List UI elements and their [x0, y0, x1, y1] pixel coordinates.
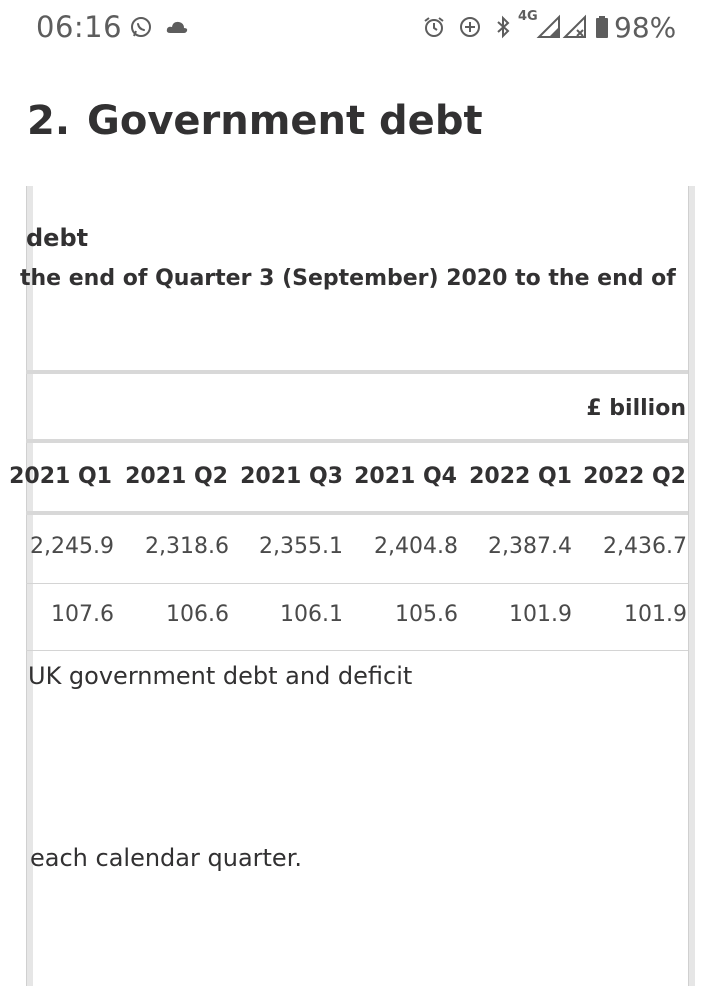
table-top-rule — [26, 370, 694, 374]
column-header: 2021 Q1 — [9, 464, 112, 489]
section-number: 2. — [27, 98, 71, 144]
table-body-rule — [26, 511, 694, 515]
signal-no-service-icon — [562, 14, 588, 40]
table-source: UK government debt and deficit — [28, 662, 413, 690]
table-cell: 2,318.6 — [145, 534, 229, 559]
table-cell: 2,355.1 — [259, 534, 343, 559]
table-caption-title-text: debt — [26, 224, 89, 252]
table-cell: 101.9 — [624, 602, 687, 627]
column-header: 2021 Q2 — [125, 464, 228, 489]
table-cell: 2,387.4 — [488, 534, 572, 559]
table-header-rule — [26, 439, 694, 443]
table-cell: 2,245.9 — [30, 534, 114, 559]
column-header: 2021 Q4 — [354, 464, 457, 489]
table-cell: 106.6 — [166, 602, 229, 627]
column-header: 2022 Q1 — [469, 464, 572, 489]
table-note: each calendar quarter. — [30, 844, 302, 872]
table-cell: 2,436.7 — [603, 534, 687, 559]
column-header: 2021 Q3 — [240, 464, 343, 489]
row-divider — [26, 650, 694, 651]
data-saver-icon — [457, 14, 483, 40]
status-bar — [0, 0, 720, 56]
table-cell: 2,404.8 — [374, 534, 458, 559]
status-time: 06:16 — [36, 10, 123, 44]
alarm-icon — [421, 14, 447, 40]
whatsapp-icon — [128, 14, 154, 40]
table-cell: 107.6 — [51, 602, 114, 627]
signal-icon — [536, 14, 562, 40]
cloud-icon — [164, 14, 190, 40]
section-heading — [27, 98, 483, 144]
table-scroll-container[interactable] — [9, 186, 688, 986]
column-header: 2022 Q2 — [583, 464, 686, 489]
row-divider — [26, 583, 694, 584]
battery-percentage: 98% — [614, 11, 677, 44]
table-units: £ billion — [586, 396, 686, 421]
section-title: Government debt — [87, 98, 483, 144]
table-caption-subtitle: the end of Quarter 3 (September) 2020 to the end of — [20, 266, 676, 291]
table-cell: 105.6 — [395, 602, 458, 627]
network-type: 4G — [518, 9, 538, 24]
table-cell: 106.1 — [280, 602, 343, 627]
bluetooth-icon — [490, 14, 516, 40]
table-cell: 101.9 — [509, 602, 572, 627]
scroll-frame-right-edge — [688, 186, 695, 986]
battery-icon — [590, 14, 616, 40]
